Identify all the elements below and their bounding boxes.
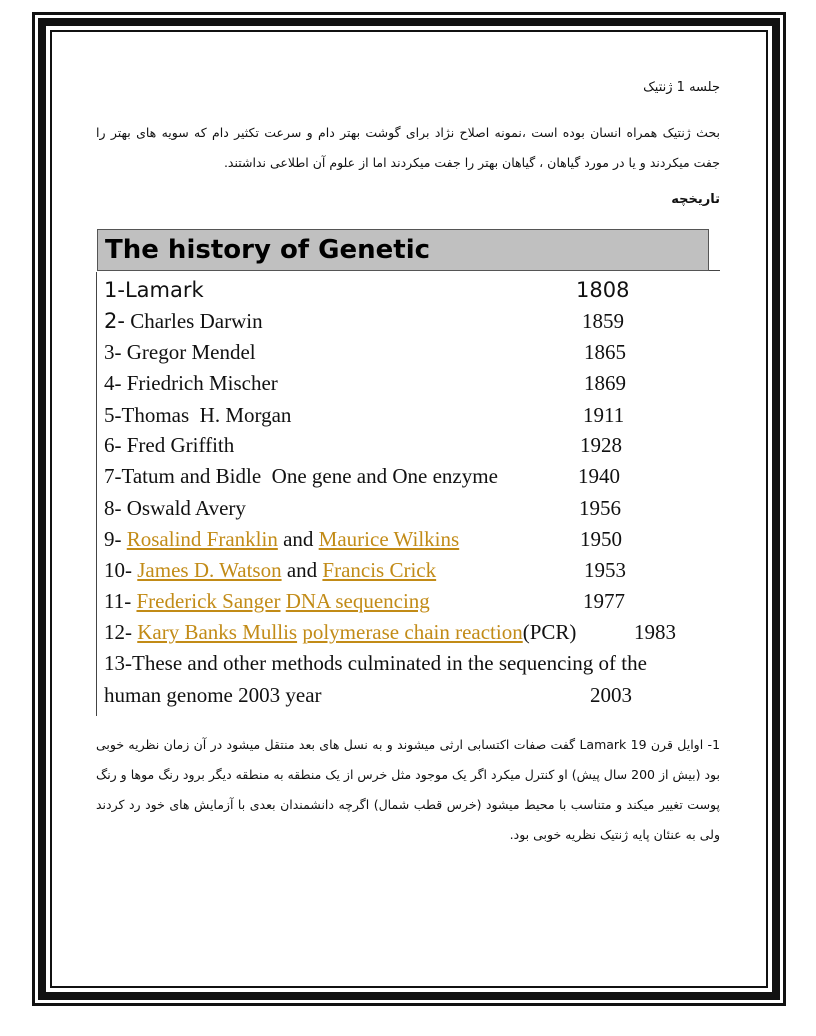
history-entry-morgan bbox=[104, 403, 291, 428]
entry-number: 2- bbox=[104, 309, 125, 333]
entry-year: 1865 bbox=[584, 340, 626, 364]
history-entry-mischer bbox=[104, 371, 278, 396]
entry-number: 1- bbox=[104, 278, 125, 302]
history-title: The history of Genetic bbox=[105, 235, 431, 265]
history-title-panel bbox=[97, 229, 709, 271]
history-entry-genome bbox=[104, 651, 647, 676]
entry-name: Charles Darwin bbox=[130, 309, 263, 333]
entry-name: Tatum and Bidle One gene and One enzyme bbox=[121, 464, 498, 488]
intro-paragraph: بحث ژنتیک همراه انسان بوده است ،نمونه اصلاح نژاد برای گوشت بهتر دام و سرعت تکثیر دام که سویه های بهتر را جفت میکردند و یا در مورد گیاهان ، گیاهان بهتر را جفت میکردند اما از علوم آن اطلاعی نداشتند. bbox=[96, 125, 720, 170]
history-heading: تاریخچه bbox=[671, 192, 720, 207]
link-rosalind-franklin[interactable]: Rosalind Franklin bbox=[126, 527, 278, 551]
entry-year: 1977 bbox=[583, 589, 625, 613]
link-francis-crick[interactable]: Francis Crick bbox=[322, 558, 437, 582]
entry-number: 10- bbox=[104, 558, 132, 582]
note-century: 19 bbox=[630, 737, 647, 752]
link-polymerase-chain-reaction[interactable]: polymerase chain reaction bbox=[302, 620, 523, 644]
entry-year: 2003 bbox=[590, 683, 632, 707]
history-entry-genome-cont bbox=[104, 683, 322, 708]
entry-year: 1859 bbox=[582, 309, 624, 333]
entry-number: 13- bbox=[104, 651, 132, 675]
entry-suffix: (PCR) bbox=[522, 620, 577, 644]
history-entry-mendel bbox=[104, 340, 256, 365]
entry-name: Oswald Avery bbox=[126, 496, 246, 520]
entry-year: 1950 bbox=[580, 527, 622, 551]
entry-name: Gregor Mendel bbox=[126, 340, 256, 364]
entry-year: 1928 bbox=[580, 433, 622, 457]
link-james-watson[interactable]: James D. Watson bbox=[137, 558, 282, 582]
entry-name: Friedrich Mischer bbox=[126, 371, 278, 395]
entry-name: Lamark bbox=[124, 278, 204, 302]
history-entry-franklin-wilkins bbox=[104, 527, 459, 552]
history-entry-mullis bbox=[104, 620, 576, 645]
session-title: جلسه 1 ژنتیک bbox=[643, 80, 720, 95]
entry-year: 1983 bbox=[634, 620, 676, 644]
entry-number: 8- bbox=[104, 496, 122, 520]
history-entry-sanger bbox=[104, 589, 430, 614]
entry-conjunction: and bbox=[283, 527, 314, 551]
entry-number: 3- bbox=[104, 340, 122, 364]
note-name: Lamark bbox=[579, 737, 627, 752]
entry-number: 6- bbox=[104, 433, 122, 457]
note-before: اوایل قرن bbox=[646, 737, 708, 752]
history-entry-avery bbox=[104, 496, 246, 521]
entry-year: 1940 bbox=[578, 464, 620, 488]
entry-year: 1953 bbox=[584, 558, 626, 582]
entry-line: human genome 2003 year bbox=[104, 683, 322, 707]
entry-number: 9- bbox=[104, 527, 122, 551]
entry-number: 12- bbox=[104, 620, 132, 644]
entry-number: 11- bbox=[104, 589, 132, 613]
entry-year: 1808 bbox=[576, 278, 630, 302]
entry-line: These and other methods culminated in the sequencing of the bbox=[132, 651, 647, 675]
link-frederick-sanger[interactable]: Frederick Sanger bbox=[136, 589, 281, 613]
lamark-note bbox=[96, 730, 720, 850]
panel-rule bbox=[709, 270, 720, 271]
entry-year: 1869 bbox=[584, 371, 626, 395]
history-entry-watson-crick bbox=[104, 558, 436, 583]
entry-number: 4- bbox=[104, 371, 122, 395]
history-entry-darwin bbox=[104, 309, 263, 334]
note-text: گفت صفات اکتسابی ارثی میشوند و به نسل های بعد منتقل میشود در آن زمان نظریه خوبی بود (بیش از 200 سال پیش) او کنترل میکرد اگر یک موجود مثل خرس از یک منطقه به منطقه دیگر برود رنگ موها و رنگ پوست تغییر میکند و متناسب با محیط میشود (خرس قطب شمال) اگرچه دانشمندان بعدی با آزمایش های خود رد کردند ولی به عنئان پایه ژنتیک نظریه خوبی بود. bbox=[96, 737, 720, 842]
entry-conjunction: and bbox=[286, 558, 318, 582]
entry-year: 1911 bbox=[583, 403, 625, 427]
link-maurice-wilkins[interactable]: Maurice Wilkins bbox=[318, 527, 460, 551]
list-left-rule bbox=[96, 272, 97, 716]
entry-name: Thomas H. Morgan bbox=[121, 403, 292, 427]
history-entry-tatum-bidle bbox=[104, 464, 498, 489]
entry-year: 1956 bbox=[579, 496, 621, 520]
history-entry-lamark bbox=[104, 278, 204, 302]
link-kary-banks-mullis[interactable]: Kary Banks Mullis bbox=[137, 620, 298, 644]
link-dna-sequencing[interactable]: DNA sequencing bbox=[285, 589, 430, 613]
entry-name: Fred Griffith bbox=[126, 433, 235, 457]
entry-number: 5- bbox=[104, 403, 122, 427]
note-number: 1- bbox=[707, 737, 721, 752]
entry-number: 7- bbox=[104, 464, 122, 488]
history-entry-griffith bbox=[104, 433, 234, 458]
